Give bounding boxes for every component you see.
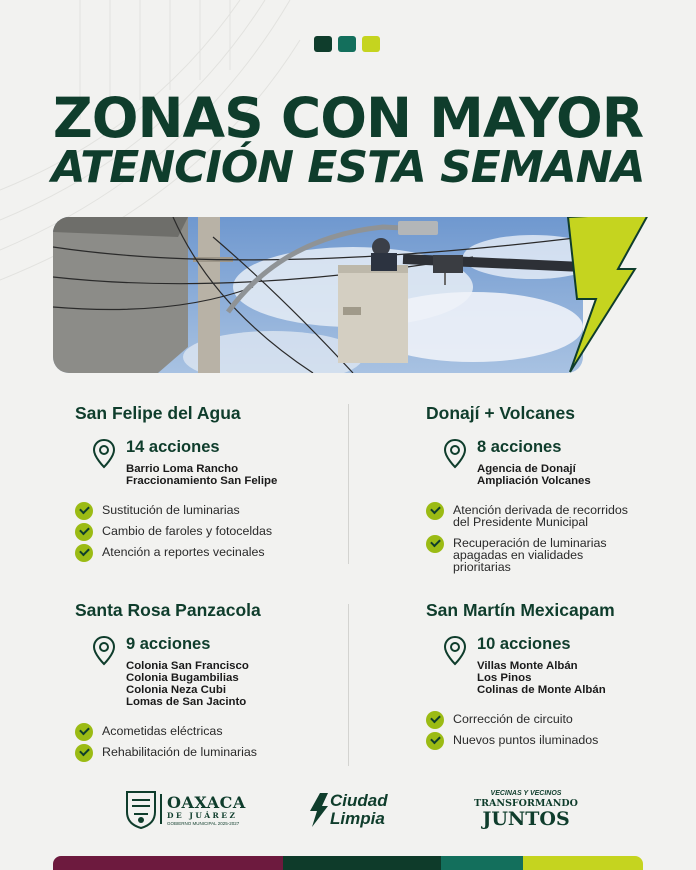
zone-donaji bbox=[426, 403, 686, 582]
action-item bbox=[75, 525, 375, 537]
action-item bbox=[75, 504, 375, 516]
footer-bar-maroon bbox=[53, 856, 283, 870]
location-block bbox=[426, 438, 686, 487]
action-item bbox=[75, 725, 375, 737]
juntos-logo bbox=[474, 790, 578, 830]
map-pin-icon bbox=[444, 636, 466, 666]
action-count: 10 acciones bbox=[477, 635, 571, 653]
action-text: Recuperación de luminarias apagadas en vialidades prioritarias bbox=[453, 536, 607, 574]
juntos-line2: TRANSFORMANDO bbox=[474, 798, 578, 809]
check-icon bbox=[75, 723, 93, 741]
oaxaca-tag: GOBIERNO MUNICIPAL 2025-2027 bbox=[167, 821, 240, 826]
oaxaca-seal-icon bbox=[124, 788, 158, 830]
footer-bar-forest bbox=[283, 856, 441, 870]
check-icon bbox=[75, 502, 93, 520]
dot-lime bbox=[362, 36, 380, 52]
place-item: Colonia Bugambilias bbox=[126, 672, 239, 684]
dot-teal bbox=[338, 36, 356, 52]
map-pin-icon bbox=[444, 439, 466, 469]
footer-bar-lime bbox=[523, 856, 643, 870]
map-pin-icon bbox=[93, 636, 115, 666]
place-item: Ampliación Volcanes bbox=[477, 475, 591, 487]
place-item: Villas Monte Albán bbox=[477, 660, 578, 672]
zone-san-martin bbox=[426, 600, 686, 755]
lightning-icon bbox=[308, 793, 330, 827]
ciudad-limpia-logo bbox=[308, 791, 404, 829]
limpia-text: Limpia bbox=[330, 809, 385, 828]
place-item: Fraccionamiento San Felipe bbox=[126, 475, 278, 487]
action-text: Sustitución de luminarias bbox=[102, 503, 240, 517]
action-count: 8 acciones bbox=[477, 438, 562, 456]
check-icon bbox=[75, 544, 93, 562]
place-item: Colonia Neza Cubi bbox=[126, 684, 226, 696]
place-item: Barrio Loma Rancho bbox=[126, 463, 239, 475]
actions-list bbox=[426, 504, 686, 573]
hero-photo bbox=[53, 217, 653, 373]
action-text: Atención derivada de recorridos del Presidente Municipal bbox=[453, 503, 628, 529]
action-item bbox=[426, 713, 686, 725]
place-item: Colonia San Francisco bbox=[126, 660, 249, 672]
action-text: Cambio de faroles y fotoceldas bbox=[102, 524, 273, 538]
ciudad-text: Ciudad bbox=[330, 791, 388, 810]
actions-list bbox=[75, 504, 375, 558]
zone-title: Donají + Volcanes bbox=[426, 403, 575, 423]
location-block bbox=[426, 635, 686, 696]
zone-santa-rosa bbox=[75, 600, 375, 767]
actions-list bbox=[426, 713, 686, 746]
action-count: 14 acciones bbox=[126, 438, 220, 456]
footer-bar-teal bbox=[441, 856, 523, 870]
zone-san-felipe bbox=[75, 403, 375, 567]
zone-title: San Martín Mexicapam bbox=[426, 600, 615, 620]
check-icon bbox=[426, 732, 444, 750]
check-icon bbox=[426, 535, 444, 553]
oaxaca-sub: DE JUÁREZ bbox=[167, 811, 238, 820]
juntos-line1: VECINAS Y VECINOS bbox=[490, 790, 562, 797]
action-text: Atención a reportes vecinales bbox=[102, 545, 265, 559]
places-list bbox=[477, 660, 686, 696]
places-list bbox=[126, 660, 375, 708]
juntos-line3: JUNTOS bbox=[482, 808, 570, 830]
action-count: 9 acciones bbox=[126, 635, 211, 653]
action-item bbox=[426, 537, 686, 573]
location-block bbox=[75, 438, 375, 487]
oaxaca-name: OAXACA bbox=[167, 793, 246, 812]
action-text: Corrección de circuito bbox=[453, 712, 573, 726]
location-block bbox=[75, 635, 375, 708]
check-icon bbox=[426, 711, 444, 729]
header-dots bbox=[314, 36, 380, 52]
place-item: Lomas de San Jacinto bbox=[126, 696, 247, 708]
place-item: Agencia de Donají bbox=[477, 463, 576, 475]
lightning-bolt-icon bbox=[568, 217, 649, 372]
action-item bbox=[75, 546, 375, 558]
action-text: Acometidas eléctricas bbox=[102, 724, 223, 738]
places-list bbox=[126, 463, 375, 487]
actions-list bbox=[75, 725, 375, 758]
action-item bbox=[426, 504, 686, 528]
place-item: Los Pinos bbox=[477, 672, 532, 684]
oaxaca-logo bbox=[124, 788, 254, 830]
action-item bbox=[426, 734, 686, 746]
page-title-line1: ZONAS CON MAYOR bbox=[52, 86, 644, 150]
check-icon bbox=[426, 502, 444, 520]
places-list bbox=[477, 463, 686, 487]
place-item: Colinas de Monte Albán bbox=[477, 684, 606, 696]
dot-dark bbox=[314, 36, 332, 52]
zone-title: San Felipe del Agua bbox=[75, 403, 241, 423]
check-icon bbox=[75, 744, 93, 762]
map-pin-icon bbox=[93, 439, 115, 469]
check-icon bbox=[75, 523, 93, 541]
page-title-line2: ATENCIÓN ESTA SEMANA bbox=[51, 142, 645, 193]
action-text: Rehabilitación de luminarias bbox=[102, 745, 257, 759]
zone-title: Santa Rosa Panzacola bbox=[75, 600, 261, 620]
action-text: Nuevos puntos iluminados bbox=[453, 733, 599, 747]
action-item bbox=[75, 746, 375, 758]
